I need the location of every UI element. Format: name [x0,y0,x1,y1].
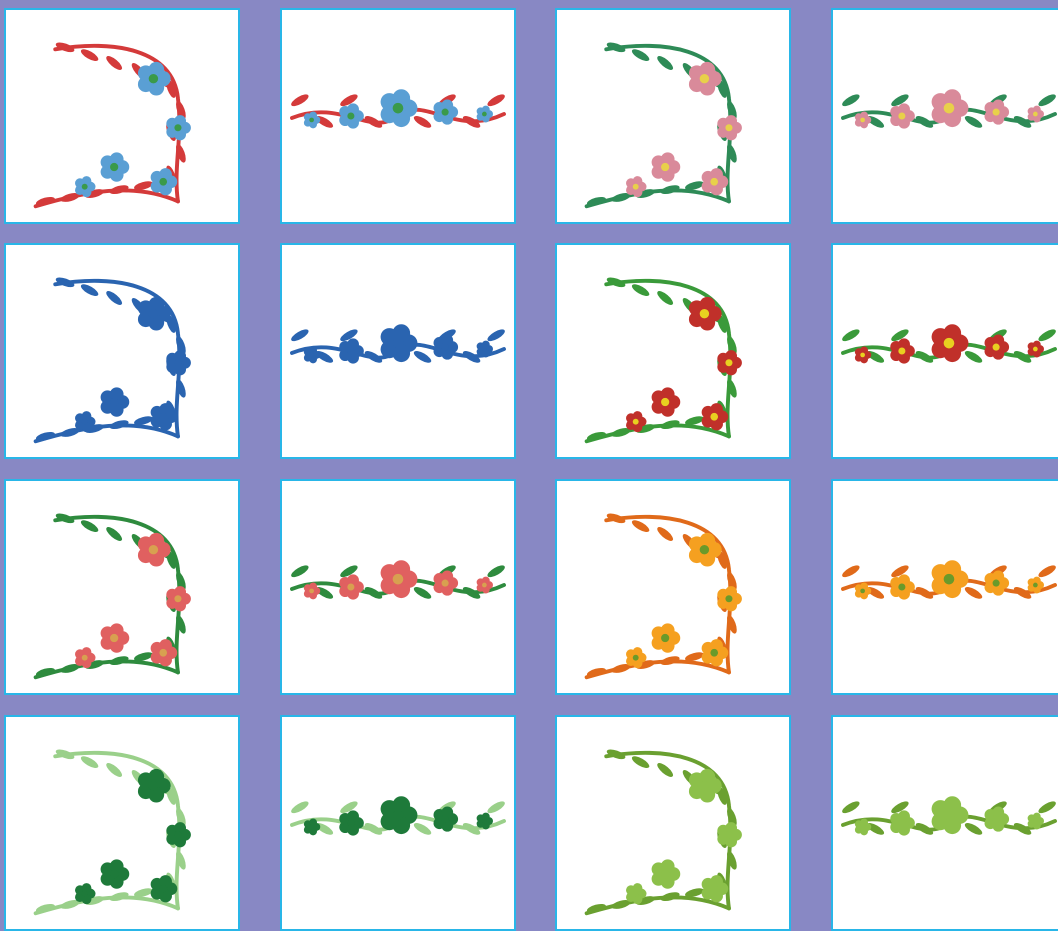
orange-rose-rope-corner-icon [557,481,789,693]
design-tile[interactable] [555,715,791,931]
green-scroll-flower-border-icon [282,717,514,929]
design-tile[interactable] [555,243,791,459]
blue-bow-leaf-border-icon [282,245,514,457]
blue-forget-me-not-corner-icon [6,10,238,222]
design-tile[interactable] [4,243,240,459]
design-tile[interactable] [4,8,240,224]
orange-rose-rope-border-icon [833,481,1058,693]
design-tile[interactable] [831,243,1058,459]
design-tile[interactable] [555,479,791,695]
design-tile[interactable] [280,243,516,459]
red-leaf-bellflower-corner-icon [557,245,789,457]
light-green-scroll-corner-icon [557,717,789,929]
red-leaf-bellflower-border-icon [833,245,1058,457]
pink-rose-scalloped-corner-icon [557,10,789,222]
design-tile[interactable] [831,8,1058,224]
light-green-scroll-border-icon [833,717,1058,929]
design-tile[interactable] [280,8,516,224]
design-tile[interactable] [831,715,1058,931]
design-tile[interactable] [4,715,240,931]
design-tile[interactable] [831,479,1058,695]
design-tile[interactable] [280,479,516,695]
blue-bow-leaf-corner-icon [6,245,238,457]
red-flower-green-leaf-corner-icon [6,481,238,693]
design-tile[interactable] [555,8,791,224]
green-scroll-flower-corner-icon [6,717,238,929]
red-flower-green-leaf-border-icon [282,481,514,693]
design-tile[interactable] [280,715,516,931]
blue-forget-me-not-border-icon [282,10,514,222]
pink-rose-scalloped-border-icon [833,10,1058,222]
design-tile[interactable] [4,479,240,695]
